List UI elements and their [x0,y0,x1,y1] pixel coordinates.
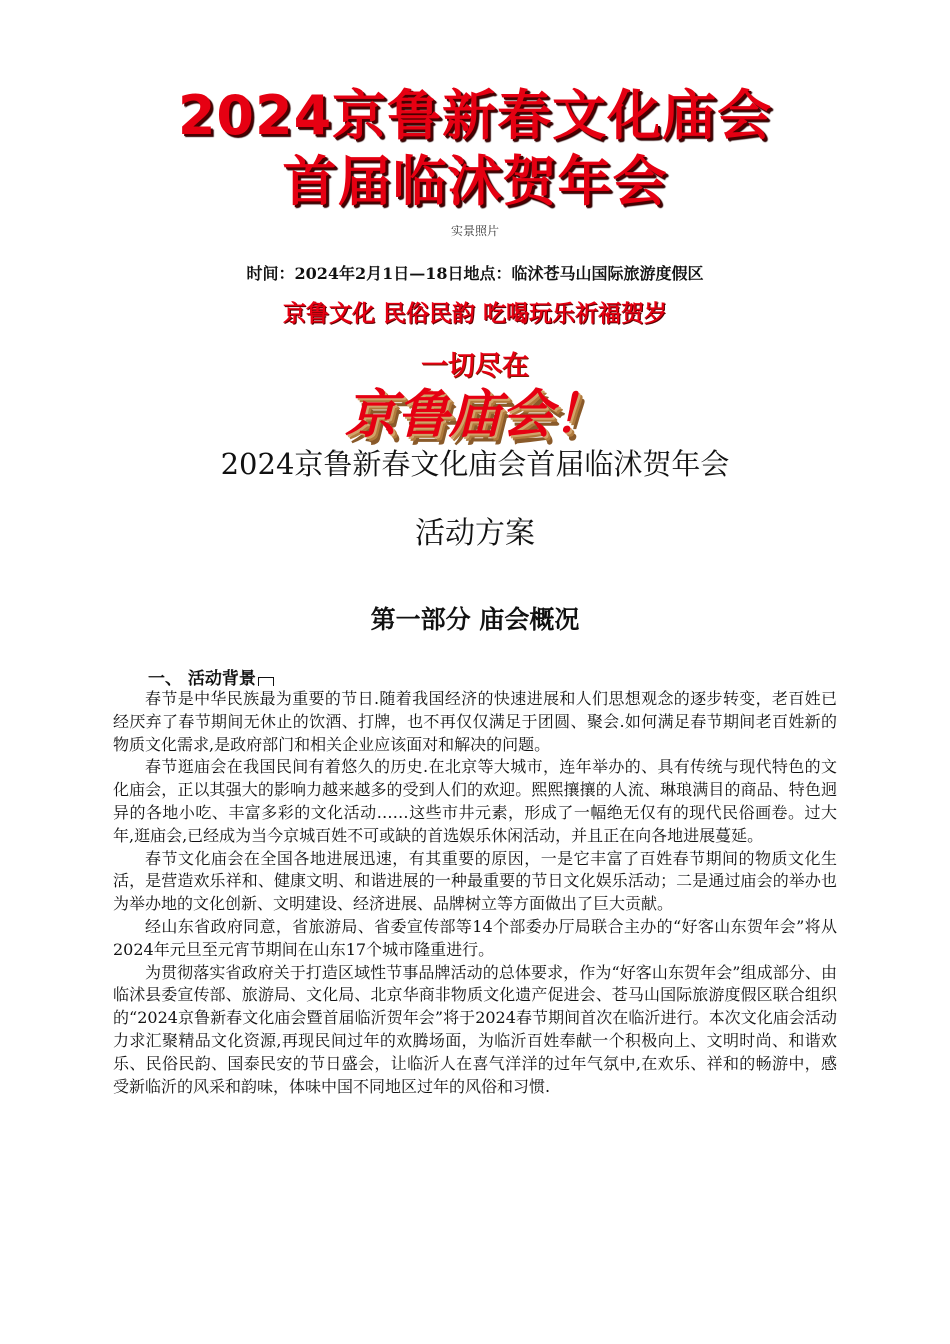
body-text [113,688,837,1098]
banner-title-line-1: 2024京鲁新春文化庙会 [177,84,773,147]
photo-caption: 实景照片 [450,224,499,238]
heading-mark-icon [258,677,274,686]
slogan: 京鲁文化 民俗民韵 吃喝玩乐祈福贺岁 [282,301,667,327]
paragraph: 为贯彻落实省政府关于打造区域性节事品牌活动的总体要求，作为“好客山东贺年会”组成部分、由临沭县委宣传部、旅游局、文化局、北京华商非物质文化遗产促进会、苍马山国际旅游度假区联合组织的“2024京鲁新春文化庙会暨首届临沂贺年会”将于2024春节期间首次在临沂进行。本次文化庙会活动力求汇聚精品文化资源,再现民间过年的欢腾场面，为临沂百姓奉献一个积极向上、文明时尚、和谐欢乐、民俗民韵、国泰民安的节日盛会，让临沂人在喜气洋洋的过年气氛中,在欢乐、祥和的畅游中，感受新临沂的风采和韵味，体味中国不同地区过年的风俗和习惯. [113,962,837,1096]
all-here-tagline: 一切尽在 [421,351,529,382]
temple-fair-art-text: 京鲁庙会！ [344,385,605,445]
paragraph: 春节文化庙会在全国各地进展迅速，有其重要的原因，一是它丰富了百姓春节期间的物质文化生活，是营造欢乐祥和、健康文明、和谐进展的一种最重要的节日文化娱乐活动；二是通过庙会的举办也为举办地的文化创新、文明建设、经济进展、品牌树立等方面做出了巨大贡献。 [113,848,837,914]
paragraph: 春节逛庙会在我国民间有着悠久的历史.在北京等大城市，连年举办的、具有传统与现代特色的文化庙会，正以其强大的影响力越来越多的受到人们的欢迎。熙熙攘攘的人流、琳琅满目的商品、特色迥异的各地小吃、丰富多彩的文化活动……这些市井元素，形成了一幅绝无仅有的现代民俗画卷。过大年,逛庙会,已经成为当今京城百姓不可或缺的首选娱乐休闲活动，并且正在向各地进展蔓延。 [113,757,837,845]
part-heading: 第一部分 庙会概况 [370,605,580,634]
event-time-location: 时间：2024年2月1日—18日地点：临沭苍马山国际旅游度假区 [246,264,704,283]
paragraph: 经山东省政府同意，省旅游局、省委宣传部等14个部委办厅局联合主办的“好客山东贺年会”将从2024年元旦至元宵节期间在山东17个城市隆重进行。 [113,916,837,959]
document-title: 2024京鲁新春文化庙会首届临沭贺年会 [220,447,730,481]
section-heading [148,664,274,689]
paragraph: 春节是中华民族最为重要的节日.随着我国经济的快速进展和人们思想观念的逐步转变，老百姓已经厌弃了春节期间无休止的饮酒、打牌，也不再仅仅满足于团圆、聚会.如何满足春节期间老百姓新的物质文化需求,是政府部门和相关企业应该面对和解决的问题。 [113,689,837,754]
banner-title-line-2: 首届临沭贺年会 [282,150,668,213]
section-heading-text: 一、 活动背景 [148,669,256,689]
document-subtitle: 活动方案 [415,516,535,551]
